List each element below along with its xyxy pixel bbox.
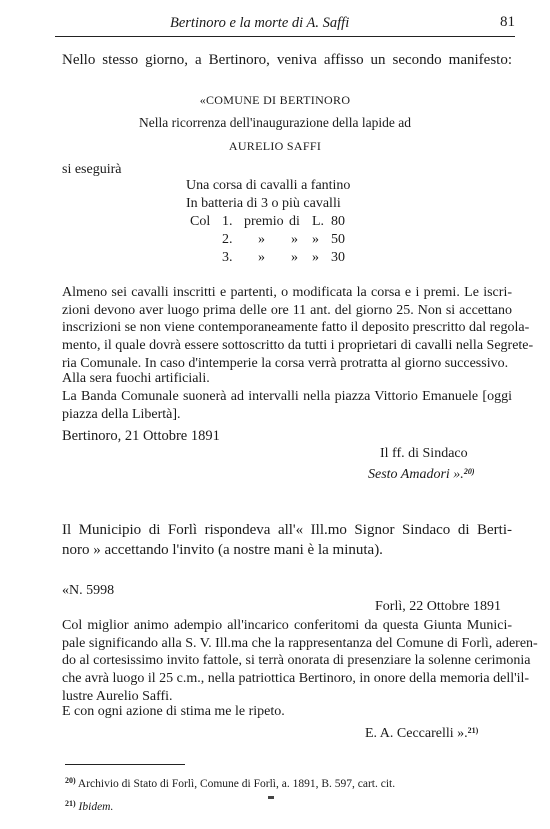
text-line: zioni devono aver luogo prima delle ore 11 ant. del giorno 25. Non si accettano — [62, 302, 512, 318]
prize-cell: 30 — [331, 250, 345, 265]
prizes-table — [186, 214, 356, 268]
running-head — [55, 14, 515, 36]
text-line: Almeno sei cavalli inscritti e partenti, o modificata la corsa e i premi. Le iscri- — [62, 285, 512, 300]
signature-name: Sesto Amadori ».$^{20)}$ — [368, 467, 475, 482]
text-line: do al cortesissimo invito fattole, si terrà onorata di presenziare la solenne cerimonia — [62, 653, 531, 669]
footnote-mark: 20) — [65, 776, 76, 785]
manifesto-paragraph-3 — [62, 388, 512, 423]
race-line-2: In batteria di 3 o più cavalli — [186, 196, 341, 211]
text-line: piazza della Libertà]. — [62, 406, 181, 422]
signature-role: Il ff. di Sindaco — [380, 446, 468, 461]
letter-signature: E. A. Ceccarelli ».$^{21)}$ — [365, 726, 479, 741]
footnote-rule — [65, 764, 185, 765]
header-rule — [55, 36, 515, 37]
text-line: ria Comunale. In caso d'intemperie la corsa verrà protratta al giorno successivo. — [62, 355, 509, 371]
prize-cell: » — [258, 232, 265, 247]
prize-cell: 1. — [222, 214, 233, 229]
prize-cell: » — [312, 232, 319, 247]
prize-cell: di — [289, 214, 300, 229]
prize-cell: premio — [244, 214, 284, 229]
manifesto-paragraph-1 — [62, 284, 534, 373]
text-line: lustre Aurelio Saffi. — [62, 688, 173, 704]
footnote-text: Ibidem. — [78, 801, 114, 813]
prize-cell: » — [291, 250, 298, 265]
letter-closing: E con ogni azione di stima me le ripeto. — [62, 704, 285, 719]
response-paragraph — [62, 520, 512, 560]
manifesto-paragraph-2: Alla sera fuochi artificiali. — [62, 371, 210, 386]
prize-cell: » — [291, 232, 298, 247]
footnote-ref: 20) — [463, 467, 475, 476]
letter-number: «N. 5998 — [62, 583, 115, 598]
footnote-20 — [65, 776, 395, 790]
letter-body — [62, 617, 538, 706]
intro-line: Nello stesso giorno, a Bertinoro, veniva affisso un secondo manifesto: — [62, 52, 512, 68]
prize-cell: » — [258, 250, 265, 265]
text-line: inscrizioni se non viene contemporaneamente fatto il deposito prescritto dal regola- — [62, 320, 530, 336]
text-line: Il Municipio di Forlì rispondeva all'« Ill.mo Signor Sindaco di Berti- — [62, 522, 512, 538]
footnote-text: Archivio di Stato di Forlì, Comune di Forlì, a. 1891, B. 597, cart. cit. — [77, 778, 396, 790]
manifesto-dedication: Nella ricorrenza dell'inaugurazione della lapide ad — [139, 115, 411, 130]
manifesto-date: Bertinoro, 21 Ottobre 1891 — [62, 428, 220, 444]
prize-cell: L. — [312, 214, 325, 229]
footnote-21 — [65, 799, 113, 813]
race-line-1: Una corsa di cavalli a fantino — [186, 178, 351, 193]
footnote-ref: 21) — [467, 726, 479, 735]
letter-date: Forlì, 22 Ottobre 1891 — [375, 599, 501, 614]
text-line: La Banda Comunale suonerà ad intervalli nella piazza Vittorio Emanuele [oggi — [62, 389, 512, 404]
si-eseguira: si eseguirà — [62, 162, 122, 177]
manifesto-name: AURELIO SAFFI — [228, 139, 322, 153]
text-line: mento, il quale dovrà essere sottoscritto da tutti i proprietari di cavalli nella Segrete- — [62, 338, 534, 354]
prize-cell: 3. — [222, 250, 233, 265]
manifesto-heading: «COMUNE DI BERTINORO — [199, 93, 351, 107]
prize-cell: Col — [190, 214, 211, 229]
prize-cell: 50 — [331, 232, 345, 247]
text-line: Col miglior animo adempio all'incarico conferitomi da questa Giunta Munici- — [62, 618, 512, 633]
running-title: Bertinoro e la morte di A. Saffi — [170, 15, 350, 31]
page-number: 81 — [500, 14, 515, 30]
ink-smudge — [268, 796, 274, 799]
text-line: pale significando alla S. V. Ill.ma che la rappresentanza del Comune di Forlì, aderen- — [62, 635, 538, 651]
text-line: noro » accettando l'invito (a nostre mani è la minuta). — [62, 542, 383, 558]
prize-cell: 80 — [331, 214, 345, 229]
footnote-mark: 21) — [65, 799, 76, 808]
prize-cell: » — [312, 250, 319, 265]
text-line: che avrà luogo il 25 c.m., nella patriottica Bertinoro, in onore della memoria dell'il- — [62, 671, 530, 687]
prize-cell: 2. — [222, 232, 233, 247]
